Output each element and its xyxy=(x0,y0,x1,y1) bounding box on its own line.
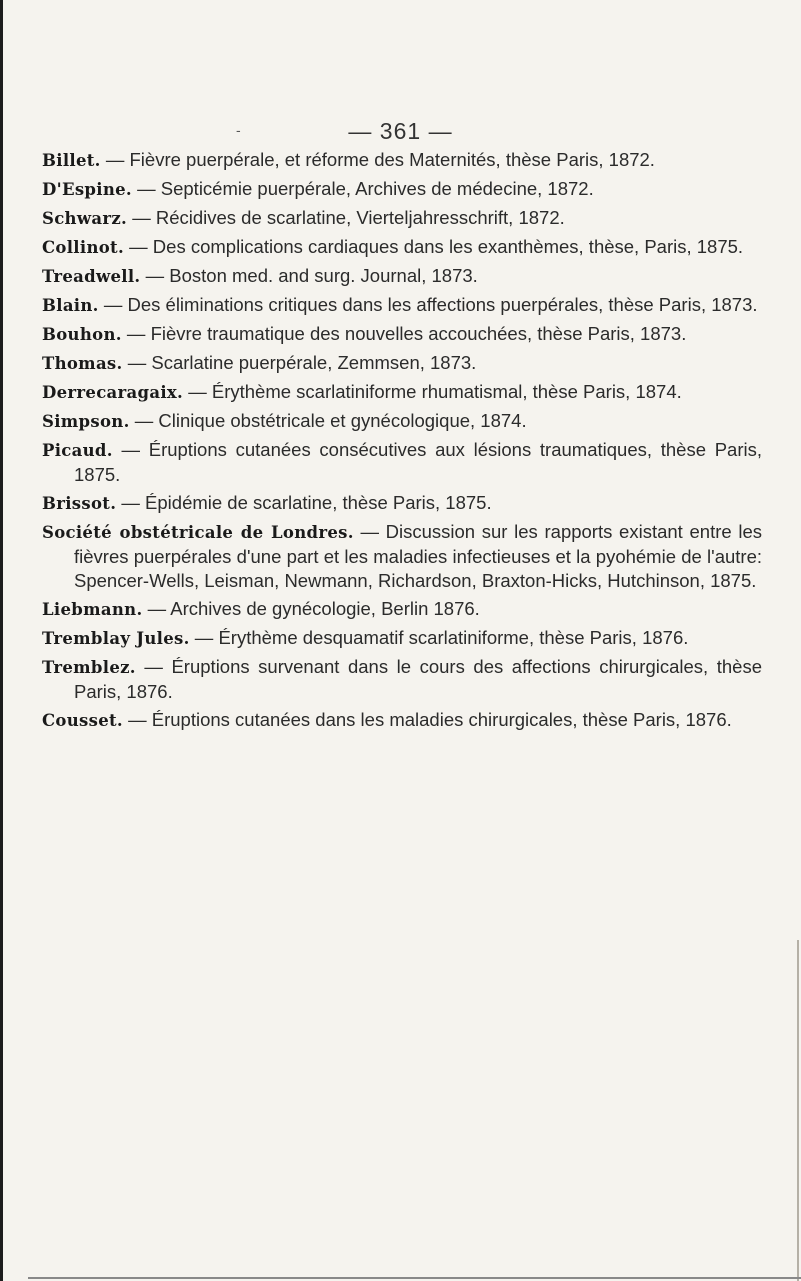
entry-text: — Éruptions survenant dans le cours des affections chirurgicales, thèse Paris, 1876. xyxy=(74,656,762,702)
entry-author: Bouhon. xyxy=(42,325,122,344)
entry-author: Schwarz. xyxy=(42,209,128,228)
bibliography-entry xyxy=(42,322,762,347)
entry-text: — Septicémie puerpérale, Archives de médecine, 1872. xyxy=(131,178,594,199)
entry-author: Simpson. xyxy=(42,412,130,431)
entry-author: Cousset. xyxy=(42,711,123,730)
bibliography-entry xyxy=(42,177,762,202)
entry-author: Tremblay Jules. xyxy=(42,629,190,648)
bibliography-entry xyxy=(42,264,762,289)
entry-author: Picaud. xyxy=(42,441,113,460)
entry-author: Billet. xyxy=(42,151,101,170)
entry-text: — Scarlatine puerpérale, Zemmsen, 1873. xyxy=(122,352,477,373)
entry-author: Blain. xyxy=(42,296,99,315)
bibliography-entry xyxy=(42,491,762,516)
bibliography-list xyxy=(42,148,762,737)
bibliography-entry xyxy=(42,655,762,704)
bibliography-entry xyxy=(42,380,762,405)
entry-author: D'Espine. xyxy=(42,180,132,199)
entry-text: — Des éliminations critiques dans les affections puerpérales, thèse Paris, 1873. xyxy=(98,294,758,315)
page-number: — 361 — xyxy=(348,118,453,144)
entry-author: Treadwell. xyxy=(42,267,141,286)
bibliography-entry xyxy=(42,409,762,434)
entry-text: — Épidémie de scarlatine, thèse Paris, 1875. xyxy=(116,492,492,513)
bibliography-entry xyxy=(42,148,762,173)
bibliography-entry xyxy=(42,293,762,318)
entry-author: Tremblez. xyxy=(42,658,136,677)
entry-author: Liebmann. xyxy=(42,600,143,619)
bibliography-entry xyxy=(42,708,762,733)
entry-author: Société obstétricale de Londres. xyxy=(42,523,354,542)
entry-text: — Clinique obstétricale et gynécologique, 1874. xyxy=(129,410,527,431)
page-edge-bottom xyxy=(28,1277,801,1279)
entry-text: — Boston med. and surg. Journal, 1873. xyxy=(140,265,478,286)
entry-text: — Des complications cardiaques dans les exanthèmes, thèse, Paris, 1875. xyxy=(124,236,744,257)
entry-author: Derrecaragaix. xyxy=(42,383,184,402)
entry-text: — Érythème desquamatif scarlatiniforme, thèse Paris, 1876. xyxy=(189,627,689,648)
bibliography-entry xyxy=(42,235,762,260)
bibliography-entry xyxy=(42,597,762,622)
bibliography-entry xyxy=(42,438,762,487)
entry-author: Thomas. xyxy=(42,354,123,373)
bibliography-entry xyxy=(42,520,762,593)
entry-text: — Archives de gynécologie, Berlin 1876. xyxy=(142,598,480,619)
stray-mark: - xyxy=(236,122,241,138)
entry-text: — Fièvre puerpérale, et réforme des Maternités, thèse Paris, 1872. xyxy=(100,149,655,170)
entry-text: — Éruptions cutanées dans les maladies chirurgicales, thèse Paris, 1876. xyxy=(122,709,732,730)
bibliography-entry xyxy=(42,206,762,231)
page-edge-right xyxy=(797,940,799,1281)
page-edge-left xyxy=(0,0,3,1281)
entry-text: — Récidives de scarlatine, Vierteljahresschrift, 1872. xyxy=(127,207,565,228)
entry-author: Brissot. xyxy=(42,494,117,513)
entry-text: — Discussion sur les rapports existant entre les fièvres puerpérales d'une part et les maladies infectieuses et la pyohémie de l'autre: Spencer-Wells, Leisman, Newmann, Richardson, Braxton-Hicks, Hutchinson, 1875. xyxy=(74,521,762,591)
entry-author: Collinot. xyxy=(42,238,125,257)
entry-text: — Éruptions cutanées consécutives aux lésions traumatiques, thèse Paris, 1875. xyxy=(74,439,762,485)
entry-text: — Fièvre traumatique des nouvelles accouchées, thèse Paris, 1873. xyxy=(121,323,687,344)
bibliography-entry xyxy=(42,626,762,651)
entry-text: — Érythème scarlatiniforme rhumatismal, thèse Paris, 1874. xyxy=(183,381,682,402)
bibliography-entry xyxy=(42,351,762,376)
